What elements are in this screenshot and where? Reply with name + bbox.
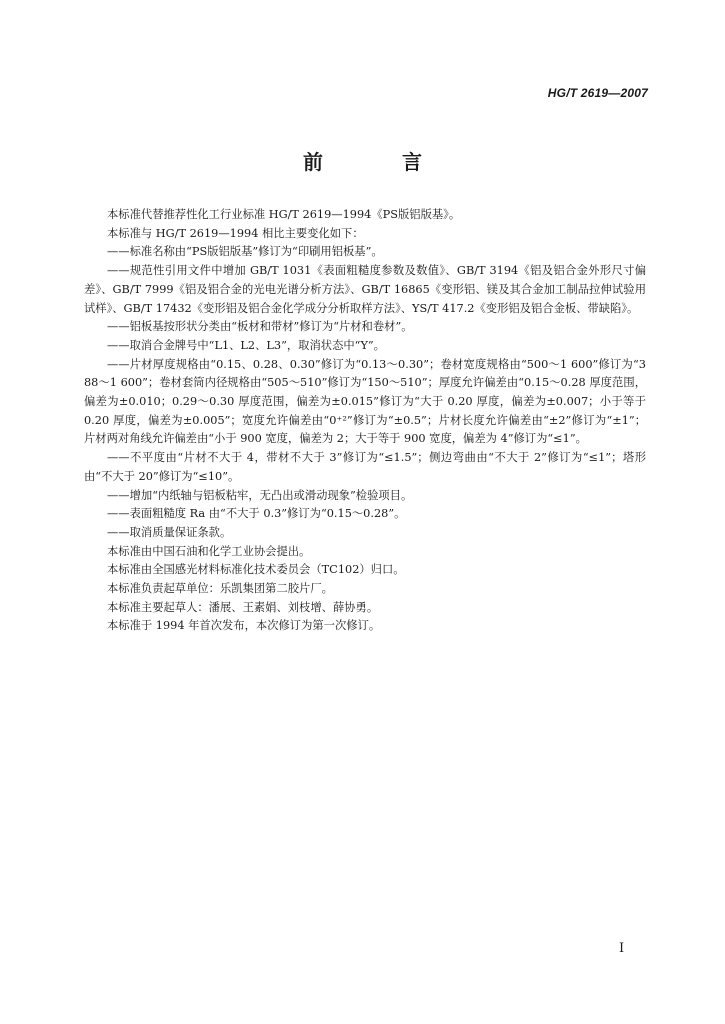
paragraph-proposed-by: 本标准由中国石油和化学工业协会提出。 xyxy=(107,544,311,558)
standard-code: HG/T 2619—2007 xyxy=(547,86,648,100)
paragraph-changes-intro: 本标准与 HG/T 2619—1994 相比主要变化如下： xyxy=(107,226,364,240)
foreword-body xyxy=(84,206,646,636)
list-item-inspection-added: ——增加“内纸轴与铝板粘牢，无凸出或滑动现象”检验项目。 xyxy=(107,488,413,502)
paragraph-drafters: 本标准主要起草人：潘展、王素娟、刘枝增、薛协勇。 xyxy=(107,600,379,614)
paragraph-replaces: 本标准代替推荐性化工行业标准 HG/T 2619—1994《PS版铝版基》。 xyxy=(107,208,461,221)
paragraph-drafting-unit: 本标准负责起草单位：乐凯集团第二胶片厂。 xyxy=(107,582,333,596)
list-item-shape-classification: ——铝板基按形状分类由“板材和带材”修订为“片材和卷材”。 xyxy=(107,320,413,334)
list-item-roughness: ——表面粗糙度 Ra 由“不大于 0.3”修订为“0.15～0.28”。 xyxy=(107,507,406,521)
paragraph-publication-history: 本标准于 1994 年首次发布，本次修订为第一次修订。 xyxy=(107,619,381,633)
list-item-name-change: ——标准名称由“PS版铝版基”修订为“印刷用铝板基”。 xyxy=(107,245,383,259)
list-item-quality-clause: ——取消质量保证条款。 xyxy=(107,525,232,539)
list-item-dimensions-tolerances: ——片材厚度规格由“0.15、0.28、0.30”修订为“0.13～0.30”；卷材宽度规格由“500～1 600”修订为“388～1 600”；卷材套筒内径规格由“505～510”修订为“150～510”；厚度允许偏差由“0.15～0.28 厚度范围，偏差为±0.010；0.29～0.30 厚度范围，偏差为±0.015”修订为“大于 0.20 厚度，偏差为±0.007；小于等于 0.20 厚度，偏差为±0.005”；宽度允许偏差由“0⁺²”修订为“±0.5”；片材长度允许偏差由“±2”修订为“±1”；片材两对角线允许偏差由“小于 900 宽度，偏差为 2；大于等于 900 宽度，偏差为 4”修订为“≤1”。 xyxy=(84,357,646,446)
page-title: 前 言 xyxy=(303,150,458,174)
list-item-flatness: ——不平度由“片材不大于 4，带材不大于 3”修订为“≤1.5”；侧边弯曲由“不大于 2”修订为“≤1”；塔形由“不大于 20”修订为“≤10”。 xyxy=(84,451,646,483)
list-item-alloy-grades: ——取消合金牌号中“L1、L2、L3”，取消状态中“Y”。 xyxy=(107,338,385,352)
page-number: I xyxy=(619,941,625,956)
list-item-normative-references: ——规范性引用文件中增加 GB/T 1031《表面粗糙度参数及数值》、GB/T 3194《铝及铝合金外形尺寸偏差》、GB/T 7999《铝及铝合金的光电光谱分析方法》、GB/T 16865《变形铝、镁及其合金加工制品拉伸试验用试样》、GB/T 17432《变形铝及铝合金化学成分分析取样方法》、YS/T 417.2《变形铝及铝合金板、带缺陷》。 xyxy=(84,264,646,315)
paragraph-technical-committee: 本标准由全国感光材料标准化技术委员会（TC102）归口。 xyxy=(107,563,405,577)
